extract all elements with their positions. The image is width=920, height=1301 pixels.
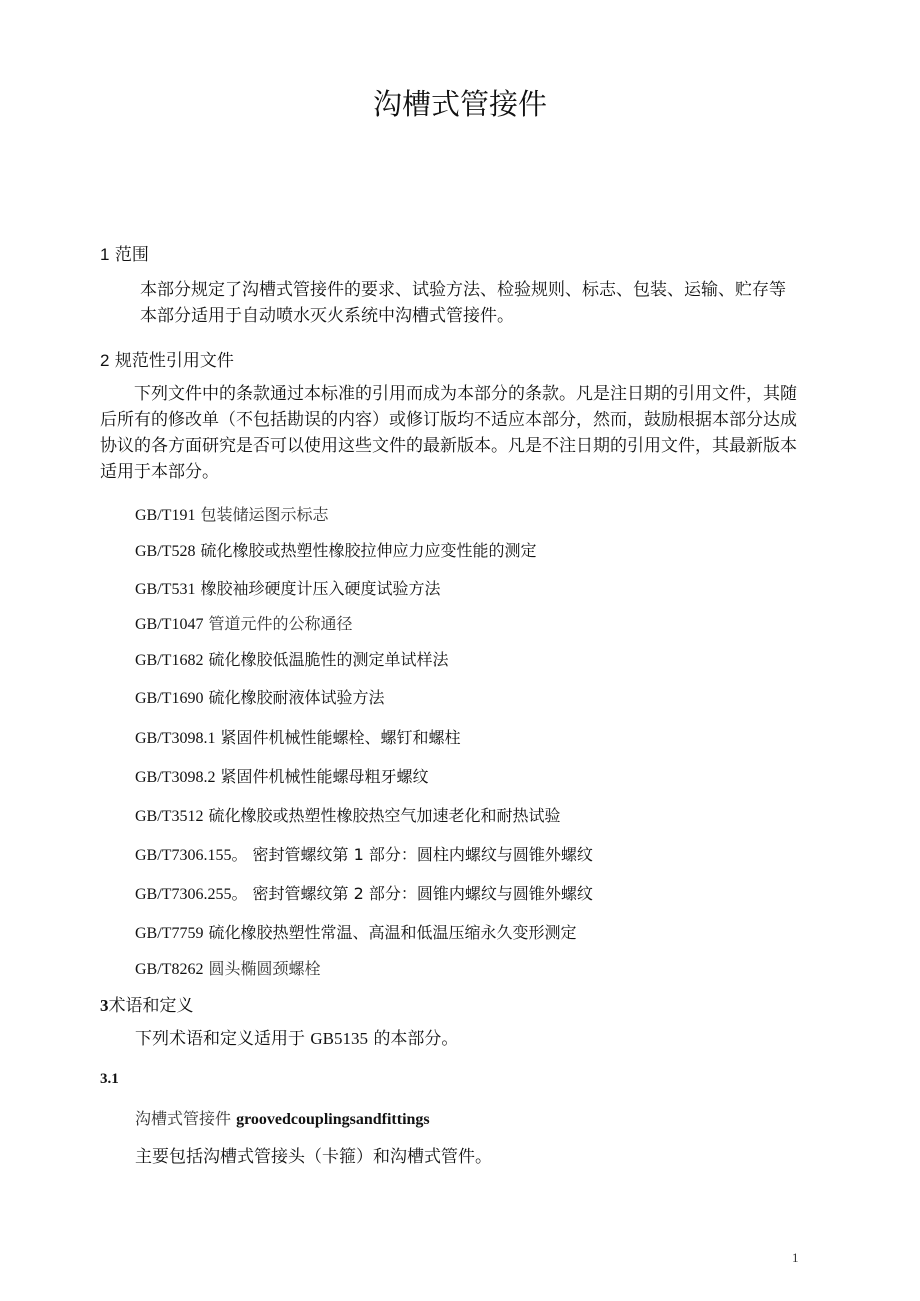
section-3-intro [135, 1026, 458, 1052]
reference-title: 紧固件机械性能螺栓、螺钉和螺柱 [220, 728, 461, 747]
reference-item [135, 647, 449, 670]
reference-code: GB/T531 [135, 581, 196, 598]
reference-title: 硫化橡胶或热塑性橡胶热空气加速老化和耐热试验 [208, 806, 561, 825]
section-3-intro-before: 下列术语和定义适用于 [135, 1029, 305, 1049]
section-2-heading [100, 346, 234, 371]
reference-code: GB/T7306.155。 [135, 847, 248, 864]
reference-code: GB/T7759 [135, 925, 204, 942]
section-3-intro-code: GB5135 [310, 1029, 369, 1048]
section-2-number: 2 [100, 351, 110, 370]
reference-item [135, 538, 537, 561]
reference-title: 硫化橡胶耐液体试验方法 [208, 688, 385, 707]
section-1-heading [100, 240, 149, 265]
section-3-number: 3 [100, 996, 109, 1015]
reference-code: GB/T1047 [135, 616, 204, 633]
reference-title: 密封管螺纹第 2 部分：圆锥内螺纹与圆锥外螺纹 [252, 884, 593, 903]
reference-code: GB/T8262 [135, 961, 204, 978]
section-2-title: 规范性引用文件 [114, 351, 234, 371]
subsection-3-1-number: 3.1 [100, 1071, 119, 1087]
reference-title: 包装储运图示标志 [200, 505, 329, 524]
section-3-title: 术语和定义 [108, 996, 194, 1016]
reference-title: 硫化橡胶低温脆性的测定单试样法 [208, 650, 449, 669]
term-english: groovedcouplingsandfittings [236, 1111, 430, 1128]
section-1-title: 范围 [114, 245, 149, 265]
reference-title: 圆头椭圆颈螺栓 [208, 959, 321, 978]
reference-item [135, 611, 353, 634]
reference-code: GB/T3098.1 [135, 730, 216, 747]
term-entry [135, 1106, 430, 1129]
reference-code: GB/T7306.255。 [135, 886, 248, 903]
reference-code: GB/T528 [135, 543, 196, 560]
section-2-paragraph: 下列文件中的条款通过本标准的引用而成为本部分的条款。凡是注日期的引用文件，其随后所有的修改单（不包括勘误的内容）或修订版均不适应本部分，然而，鼓励根据本部分达成协议的各方面研究是否可以使用这些文件的最新版本。凡是不注日期的引用文件，其最新版本适用于本部分。 [100, 384, 797, 482]
reference-title: 硫化橡胶或热塑性橡胶拉伸应力应变性能的测定 [200, 541, 537, 560]
reference-item [135, 764, 429, 787]
reference-title: 硫化橡胶热塑性常温、高温和低温压缩永久变形测定 [208, 923, 577, 942]
reference-code: GB/T3098.2 [135, 769, 216, 786]
reference-code: GB/T1682 [135, 652, 204, 669]
term-chinese: 沟槽式管接件 [135, 1109, 232, 1128]
reference-title: 管道元件的公称通径 [208, 614, 353, 633]
reference-title: 紧固件机械性能螺母粗牙螺纹 [220, 767, 429, 786]
reference-code: GB/T1690 [135, 690, 204, 707]
page-number: 1 [792, 1250, 799, 1265]
reference-item [135, 685, 385, 708]
reference-item [135, 842, 593, 865]
section-1-number: 1 [100, 245, 110, 264]
reference-item [135, 956, 321, 979]
reference-item [135, 920, 577, 943]
reference-code: GB/T3512 [135, 808, 204, 825]
section-3-heading [100, 991, 194, 1016]
reference-item [135, 881, 593, 904]
reference-item [135, 803, 561, 826]
reference-item [135, 502, 329, 525]
document-title: 沟槽式管接件 [372, 87, 547, 121]
reference-title: 密封管螺纹第 1 部分：圆柱内螺纹与圆锥外螺纹 [252, 845, 593, 864]
section-1-paragraph: 本部分规定了沟槽式管接件的要求、试验方法、检验规则、标志、包装、运输、贮存等本部分适用于自动喷水灭火系统中沟槽式管接件。 [140, 280, 786, 326]
reference-title: 橡胶袖珍硬度计压入硬度试验方法 [200, 579, 441, 598]
term-definition: 主要包括沟槽式管接头（卡箍）和沟槽式管件。 [135, 1147, 492, 1167]
section-3-intro-after: 的本部分。 [373, 1029, 459, 1049]
reference-item [135, 725, 461, 748]
reference-item [135, 576, 441, 599]
reference-code: GB/T191 [135, 507, 196, 524]
